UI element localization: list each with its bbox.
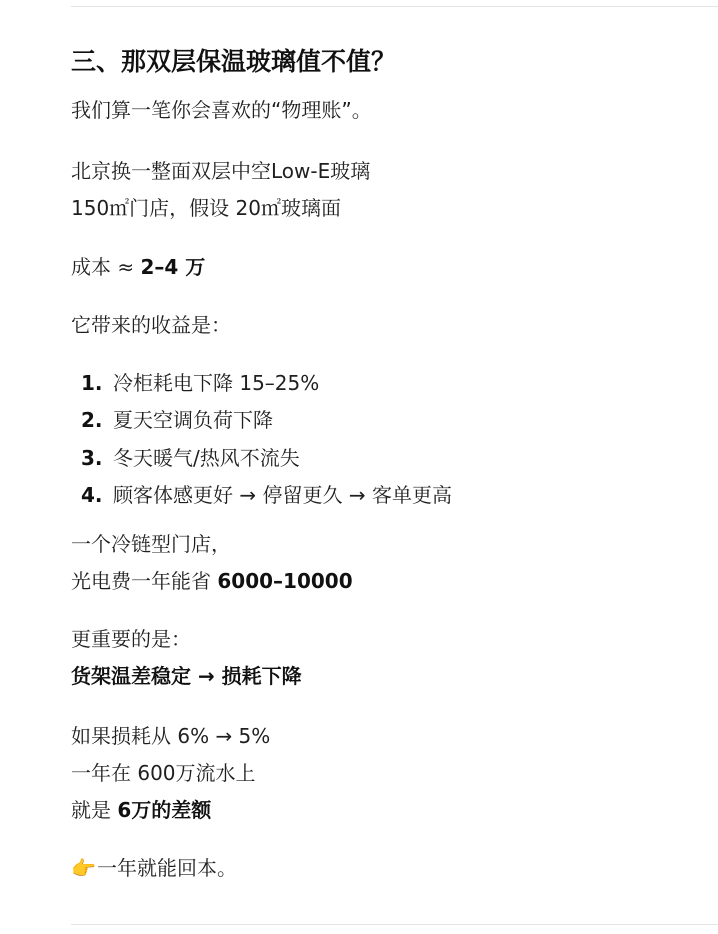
list-item-text: 夏天空调负荷下降: [113, 408, 273, 433]
pointing-right-hand-icon: 👉: [71, 856, 96, 880]
list-item: [71, 481, 452, 518]
list-item-number: 3.: [81, 445, 103, 470]
list-item-text: 顾客体感更好 → 停留更久 → 客单更高: [113, 482, 452, 507]
benefits-intro: 它带来的收益是：: [71, 313, 231, 337]
cost-line: [71, 253, 205, 281]
important-highlight: 货架温差稳定 → 损耗下降: [71, 664, 302, 688]
benefits-list: [71, 369, 452, 518]
list-item-number: 2.: [81, 408, 103, 433]
saving-prefix: 光电费一年能省: [71, 569, 218, 593]
cost-prefix: 成本 ≈: [71, 255, 141, 279]
list-item: [71, 369, 452, 406]
list-item: [71, 444, 452, 481]
list-item: [71, 406, 452, 443]
list-item-number: 1.: [81, 371, 103, 395]
saving-line-1: 一个冷链型门店，: [71, 532, 231, 556]
cost-value: 2–4 万: [140, 255, 206, 279]
loss-value: 6万的差额: [117, 798, 212, 822]
saving-value: 6000–10000: [217, 569, 353, 593]
example-line-1: 北京换一整面双层中空Low-E玻璃: [71, 159, 371, 183]
example-line-2: 150㎡门店，假设 20㎡玻璃面: [71, 196, 341, 220]
conclusion-line: [71, 854, 237, 882]
saving-line-2: [71, 567, 353, 595]
intro-paragraph: 我们算一笔你会喜欢的“物理账”。: [71, 98, 372, 122]
list-item-number: 4.: [81, 482, 103, 507]
loss-line-3: [71, 796, 211, 824]
loss-prefix: 就是: [71, 798, 118, 822]
important-line-2: [71, 662, 302, 690]
conclusion-text: 一年就能回本。: [97, 856, 237, 880]
list-item-text: 冷柜耗电下降 15–25%: [113, 371, 320, 395]
bottom-divider: [71, 924, 718, 925]
loss-line-1: 如果损耗从 6% → 5%: [71, 724, 271, 748]
list-item-text: 冬天暖气/热风不流失: [113, 445, 300, 470]
section-title: 三、那双层保温玻璃值不值？: [71, 47, 397, 76]
important-line-1: 更重要的是：: [71, 627, 191, 651]
loss-line-2: 一年在 600万流水上: [71, 761, 256, 785]
top-divider: [71, 6, 718, 7]
